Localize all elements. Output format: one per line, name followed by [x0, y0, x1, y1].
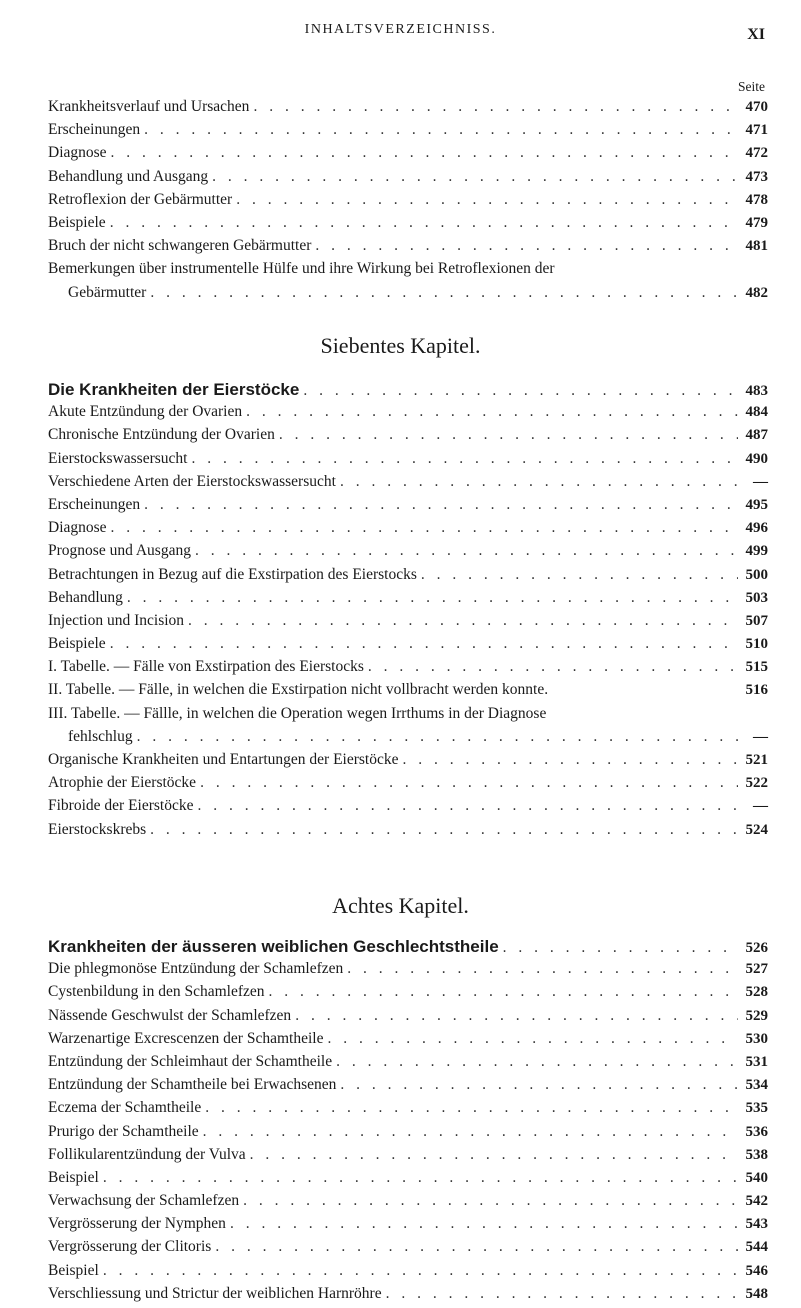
- toc-entry: Fibroide der Eierstöcke . . . —: [48, 797, 768, 820]
- toc-entry: Verschliessung und Strictur der weiblichen Harnröhre . . . 548: [48, 1285, 768, 1308]
- seite-label: Seite: [738, 79, 765, 94]
- toc-entry: Behandlung und Ausgang . . . 473: [48, 168, 768, 191]
- toc-entry: Prurigo der Schamtheile . . . 536: [48, 1123, 768, 1146]
- toc-entry: Bemerkungen über instrumentelle Hülfe und ihre Wirkung bei Retroflexionen der: [48, 260, 555, 278]
- toc-entry: Warzenartige Excrescenzen der Schamtheile . . . 530: [48, 1030, 768, 1053]
- toc-entry: Erscheinungen . . . 495: [48, 496, 768, 519]
- toc-entry: Vergrösserung der Nymphen . . . 543: [48, 1215, 768, 1238]
- toc-entry: Eierstockskrebs . . . 524: [48, 821, 768, 844]
- page-header: [0, 22, 801, 42]
- toc-entry: Beispiele . . . 510: [48, 635, 768, 658]
- toc-entry: Bruch der nicht schwangeren Gebärmutter . . . 481: [48, 237, 768, 260]
- toc-entry: Eierstockswassersucht . . . 490: [48, 450, 768, 473]
- toc-entry: Verschiedene Arten der Eierstockswassersucht . . . —: [48, 473, 768, 496]
- toc-entry: Nässende Geschwulst der Schamlefzen . . . 529: [48, 1007, 768, 1030]
- toc-entry: Organische Krankheiten und Entartungen der Eierstöcke . . . 521: [48, 751, 768, 774]
- toc-entry: Betrachtungen in Bezug auf die Exstirpation des Eierstocks . . . 500: [48, 566, 768, 589]
- toc-entry: Beispiel . . . 546: [48, 1262, 768, 1285]
- running-title: INHALTSVERZEICHNISS.: [304, 22, 497, 37]
- toc-entry: Krankheitsverlauf und Ursachen . . . 470: [48, 98, 768, 121]
- toc-entry: fehlschlug . . . —: [48, 728, 768, 751]
- toc-entry: Eczema der Schamtheile . . . 535: [48, 1099, 768, 1122]
- toc-entry: Verwachsung der Schamlefzen . . . 542: [48, 1192, 768, 1215]
- toc-entry: Akute Entzündung der Ovarien . . . 484: [48, 403, 768, 426]
- toc-entry: Diagnose . . . 472: [48, 144, 768, 167]
- toc-entry: Erscheinungen . . . 471: [48, 121, 768, 144]
- toc-entry: II. Tabelle. — Fälle, in welchen die Exstirpation nicht vollbracht werden konnte. 516: [48, 681, 768, 699]
- chapter-title: Siebentes Kapitel.: [320, 333, 481, 358]
- toc-entry: III. Tabelle. — Fällle, in welchen die Operation wegen Irrthums in der Diagnose: [48, 704, 547, 722]
- toc-entry: Prognose und Ausgang . . . 499: [48, 542, 768, 565]
- toc-entry: Behandlung . . . 503: [48, 589, 768, 612]
- toc-entry: Gebärmutter . . . 482: [48, 284, 768, 307]
- toc-section-heading: Krankheiten der äusseren weiblichen Geschlechtstheile . . . 526: [48, 937, 768, 960]
- toc-block-prev: [48, 98, 768, 307]
- toc-entry: Die phlegmonöse Entzündung der Schamlefzen . . . 527: [48, 960, 768, 983]
- toc-entry: Injection und Incision . . . 507: [48, 612, 768, 635]
- chapter-title: Achtes Kapitel.: [332, 893, 469, 918]
- toc-entry: Beispiele . . . 479: [48, 214, 768, 237]
- toc-entry: Diagnose . . . 496: [48, 519, 768, 542]
- page-number: XI: [747, 26, 765, 43]
- toc-entry: I. Tabelle. — Fälle von Exstirpation des Eierstocks . . . 515: [48, 658, 768, 681]
- toc-entry: Retroflexion der Gebärmutter . . . 478: [48, 191, 768, 214]
- toc-entry: Entzündung der Schamtheile bei Erwachsenen . . . 534: [48, 1076, 768, 1099]
- toc-entry: Chronische Entzündung der Ovarien . . . 487: [48, 426, 768, 449]
- toc-entry: Cystenbildung in den Schamlefzen . . . 528: [48, 983, 768, 1006]
- toc-entry: Entzündung der Schleimhaut der Schamtheile . . . 531: [48, 1053, 768, 1076]
- toc-entry: Follikularentzündung der Vulva . . . 538: [48, 1146, 768, 1169]
- toc-entry: Vergrösserung der Clitoris . . . 544: [48, 1238, 768, 1261]
- toc-block-chapter8: [48, 937, 768, 1308]
- toc-block-chapter7: [48, 380, 768, 844]
- toc-entry: Atrophie der Eierstöcke . . . 522: [48, 774, 768, 797]
- toc-entry: Beispiel . . . 540: [48, 1169, 768, 1192]
- toc-section-heading: Die Krankheiten der Eierstöcke . . . 483: [48, 380, 768, 403]
